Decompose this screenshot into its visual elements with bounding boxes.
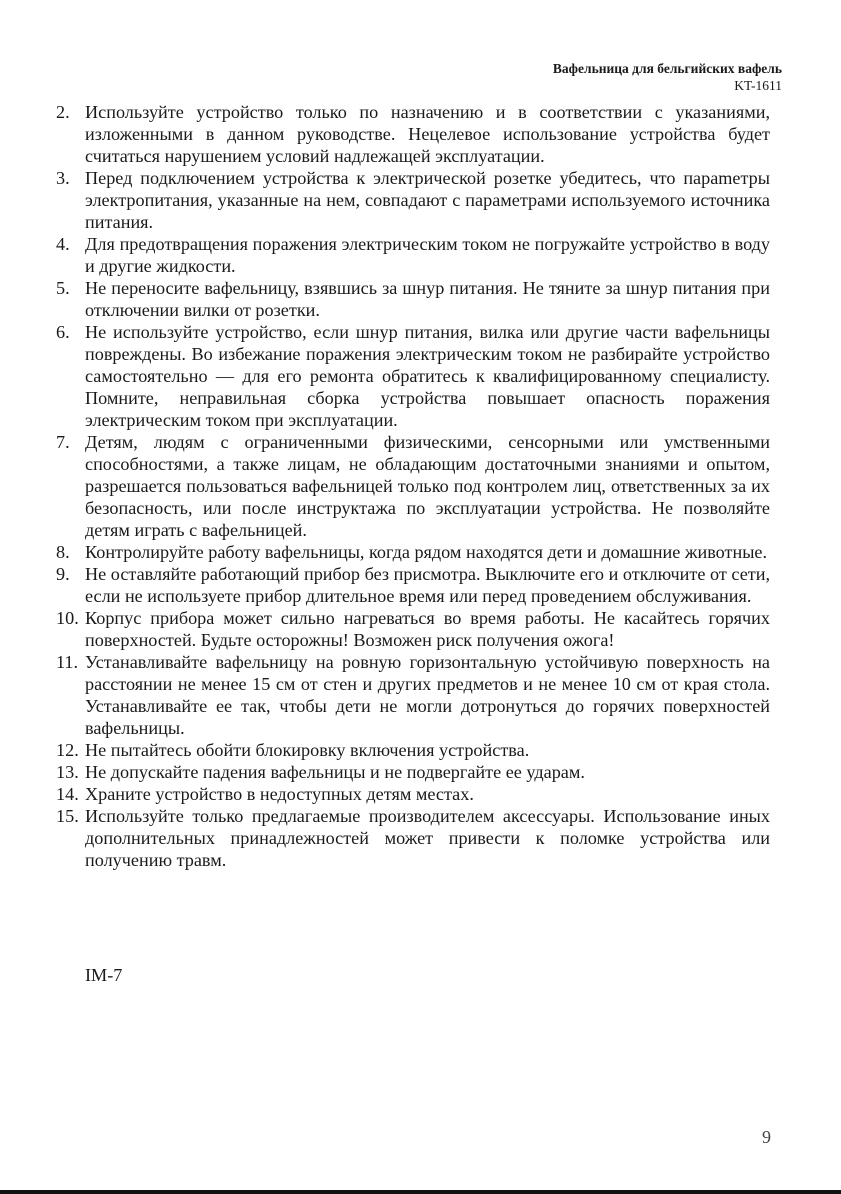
item-text: Контролируйте работу вафельницы, когда рядом находятся дети и домашние животные. (85, 542, 768, 562)
item-text: Корпус прибора может сильно нагреваться во время работы. Не касайтесь горячих поверхностей. Будьте осторожны! Возможен риск получения ожога! (85, 608, 770, 650)
list-item (56, 651, 770, 739)
list-item (56, 761, 770, 783)
item-text: Не оставляйте работающий прибор без присмотра. Выключите его и отключите от сети, если не используете прибор длительное время или перед проведением обслуживания. (85, 564, 770, 606)
list-item (56, 541, 770, 563)
page-number: 9 (762, 1127, 771, 1147)
item-text: Используйте только предлагаемые производителем аксессуары. Использование иных дополнительных принадлежностей может привести к поломке устройства или получению травм. (85, 806, 770, 870)
list-item (56, 563, 770, 607)
safety-instructions-list (56, 101, 770, 871)
list-item (56, 805, 770, 871)
item-number: 2. (56, 102, 70, 122)
item-number: 13. (56, 762, 79, 782)
item-text: Не используйте устройство, если шнур питания, вилка или другие части вафельницы повреждены. Во избежание поражения электрическим током не разбирайте устройство самостоятельно — для его ремонта обратитесь к квалифицированному специалисту. Помните, неправильная сборка устройства повышает опасность поражения электрическим током при эксплуатации. (85, 322, 770, 430)
item-number: 3. (56, 168, 70, 188)
item-number: 9. (56, 564, 70, 584)
page-header (553, 60, 782, 94)
list-item (56, 167, 770, 233)
product-model: KT-1611 (734, 78, 782, 93)
item-text: Для предотвращения поражения электрическим током не погружайте устройство в воду и другие жидкости. (85, 234, 770, 276)
item-number: 8. (56, 542, 70, 562)
item-text: Храните устройство в недоступных детям местах. (85, 784, 474, 804)
item-text: Не переносите вафельницу, взявшись за шнур питания. Не тяните за шнур питания при отключении вилки от розетки. (85, 278, 770, 320)
bottom-rule (0, 1190, 841, 1194)
item-number: 4. (56, 234, 70, 254)
list-item (56, 607, 770, 651)
item-text: Перед подключением устройства к электрической розетке убедитесь, что параmетры электропитания, указанные на нем, совпадают с параметрами используемого источника питания. (85, 168, 770, 232)
item-number: 5. (56, 278, 70, 298)
item-text: Используйте устройство только по назначению и в соответствии с указаниями, изложенными в данном руководстве. Нецелевое использование устройства будет считаться нарушением условий надлежащей эксплуатации. (85, 102, 770, 166)
item-number: 12. (56, 740, 79, 760)
item-number: 7. (56, 432, 70, 452)
item-text: Детям, людям с ограниченными физическими, сенсорными или умственными способностями, а также лицам, не обладающим достаточными знаниями и опытом, разрешается пользоваться вафельницей только под контролем лиц, ответственных за их безопасность, или после инструктажа по эксплуатации устройства. Не позволяйте детям играть с вафельницей. (85, 432, 770, 540)
list-item (56, 783, 770, 805)
item-text: Не допускайте падения вафельницы и не подвергайте ее ударам. (85, 762, 585, 782)
item-number: 6. (56, 322, 70, 342)
item-number: 14. (56, 784, 79, 804)
list-item (56, 431, 770, 541)
item-number: 11. (56, 652, 79, 672)
item-number: 10. (56, 608, 79, 628)
list-item (56, 277, 770, 321)
product-title: Вафельница для бельгийских вафель (552, 61, 782, 76)
item-text: Устанавливайте вафельницу на ровную горизонтальную устойчивую поверхность на расстоянии не менее 15 см от стен и других предметов и не менее 10 см от края стола. Устанавливайте ее так, чтобы дети не могли дотронуться до горячих поверхностей вафельницы. (85, 652, 770, 738)
document-code: IM-7 (85, 965, 123, 985)
item-text: Не пытайтесь обойти блокировку включения устройства. (85, 740, 530, 760)
item-number: 15. (56, 806, 79, 826)
list-item (56, 321, 770, 431)
list-item (56, 101, 770, 167)
list-item (56, 739, 770, 761)
list-item (56, 233, 770, 277)
